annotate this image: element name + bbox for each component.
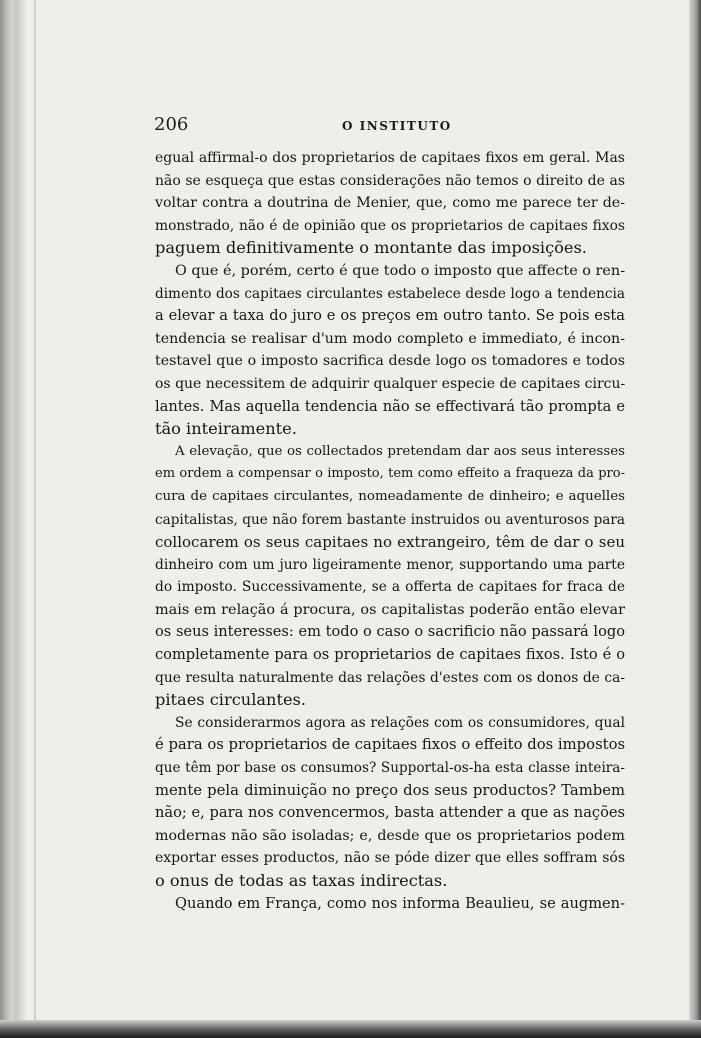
text-line: a elevar a taxa do juro e os preços em outro tanto. Se pois esta [155,307,625,325]
text-line: voltar contra a doutrina de Menier, que, como me parece ter de- [155,195,625,212]
page-number: 206 [154,114,189,135]
page-right-edge [689,0,701,1038]
text-line: não se esqueça que estas considerações não temos o direito de as [155,172,625,189]
text-line: Quando em França, como nos informa Beaulieu, se augmen- [175,894,625,912]
page-bottom-edge [0,1020,701,1038]
text-line: mais em relação á procura, os capitalistas poderão então elevar [155,601,625,618]
body-text [155,147,625,915]
running-head [154,114,626,136]
text-line: o onus de todas as taxas indirectas. [155,871,448,890]
text-line: mente pela diminuição no preço dos seus productos? Tambem [155,781,625,799]
text-line: tendencia se realisar d'um modo completo e immediato, é incon- [155,330,625,347]
text-line: é para os proprietarios de capitaes fixos o effeito dos impostos [155,736,626,754]
text-line: não; e, para nos convencermos, basta attender a que as nações [155,804,625,822]
text-line: modernas não são isoladas; e, desde que os proprietarios podem [155,827,625,844]
paragraph [155,893,625,916]
paragraph [155,147,625,260]
text-line: dimento dos capitaes circulantes estabelece desde logo a tendencia [155,285,625,302]
text-line: os seus interesses: em todo o caso o sacrificio não passará logo [155,623,625,641]
text-line: dinheiro com um juro ligeiramente menor, supportando uma parte [155,556,625,573]
text-line: completamente para os proprietarios de capitaes fixos. Isto é o [155,646,625,664]
text-line: tão inteiramente. [155,419,297,439]
text-line: Se considerarmos agora as relações com os consumidores, qual [175,714,625,731]
text-line: os que necessitem de adquirir qualquer especie de capitaes circu- [155,375,626,392]
text-line: egual affirmal-o dos proprietarios de capitaes fixos em geral. Mas [155,150,625,166]
text-line: monstrado, não é de opinião que os proprietarios de capitaes fixos [155,217,625,234]
text-line: pitaes circulantes. [155,690,306,710]
paragraph [155,441,625,712]
paragraph [155,712,625,893]
text-line: que têm por base os consumos? Supportal-os-ha esta classe inteira- [155,760,625,777]
text-line: A elevação, que os collectados pretendam dar aos seus interesses [175,443,625,459]
text-line: testavel que o imposto sacrifica desde logo os tomadores e todos [155,353,625,370]
journal-title: O INSTITUTO [342,119,452,133]
paragraph [155,260,625,441]
text-line: collocarem os seus capitaes no extrangeiro, têm de dar o seu [155,533,625,552]
book-binding-edge [0,0,26,1038]
text-line: lantes. Mas aquella tendencia não se effectivará tão prompta e [155,397,625,415]
binding-fold-line [34,0,36,1038]
text-line: do imposto. Successivamente, se a offerta de capitaes for fraca de [155,579,625,596]
text-line: paguem definitivamente o montante das imposições. [155,238,587,258]
text-line: cura de capitaes circulantes, nomeadamente de dinheiro; e aquelles [155,488,625,504]
text-line: O que é, porém, certo é que todo o imposto que affecte o ren- [175,262,626,279]
text-line: capitalistas, que não forem bastante instruidos ou aventurosos para [155,511,625,528]
text-line: em ordem a compensar o imposto, tem como effeito a fraqueza da pro- [155,466,625,482]
text-line: que resulta naturalmente das relações d'estes com os donos de ca- [155,669,625,686]
text-line: exportar esses productos, não se póde dizer que elles soffram sós [155,850,625,867]
